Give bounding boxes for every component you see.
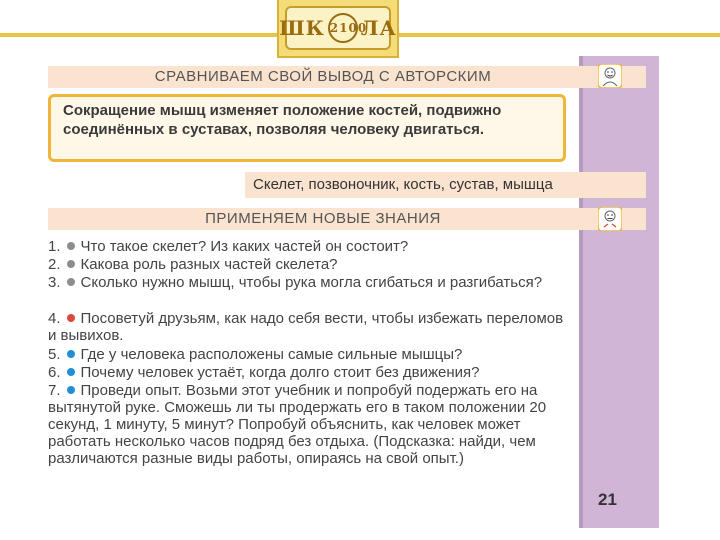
question-3 bbox=[48, 274, 568, 291]
logo-mark: 2100 bbox=[328, 13, 358, 43]
question-4 bbox=[48, 310, 568, 344]
question-text: Почему человек устаёт, когда долго стоит без движения? bbox=[80, 364, 480, 381]
keywords-text: Скелет, позвоночник, кость, сустав, мышца bbox=[253, 176, 553, 193]
basic-level-dot-icon bbox=[67, 242, 75, 250]
question-6 bbox=[48, 364, 568, 381]
question-number: 7. bbox=[48, 382, 61, 399]
keywords-band bbox=[245, 172, 646, 198]
question-number: 1. bbox=[48, 238, 61, 255]
question-7 bbox=[48, 382, 568, 467]
advanced-level-dot-icon bbox=[67, 350, 75, 358]
section-apply-band bbox=[48, 208, 646, 230]
question-number: 6. bbox=[48, 364, 61, 381]
conclusion-box bbox=[48, 94, 566, 162]
basic-level-dot-icon bbox=[67, 278, 75, 286]
logo-left-text: ШК bbox=[279, 16, 325, 40]
question-number: 5. bbox=[48, 346, 61, 363]
child-face-icon bbox=[598, 64, 622, 88]
question-5 bbox=[48, 346, 568, 363]
logo-right-text: ЛА bbox=[360, 16, 397, 40]
question-text: Сколько нужно мышц, чтобы рука могла сгибаться и разгибаться? bbox=[80, 274, 543, 291]
question-text: Проведи опыт. Возьми этот учебник и попробуй подержать его на вытянутой руке. Сможешь ли ты продержать его в таком положении 20 секунд, 1 минуту, 5 минут? Попробуй объяснить, как человек может работать несколько часов подряд без отдыха. (Подсказка: найди, чем различаются разные виды работы, опираясь на свой опыт.) bbox=[48, 382, 547, 467]
question-2 bbox=[48, 256, 568, 273]
question-text: Посоветуй друзьям, как надо себя вести, чтобы избежать переломов и вывихов. bbox=[48, 310, 564, 344]
advanced-level-dot-icon bbox=[67, 386, 75, 394]
right-sidebar bbox=[579, 56, 659, 528]
section-compare-band bbox=[48, 66, 646, 88]
question-number: 3. bbox=[48, 274, 61, 291]
question-number: 4. bbox=[48, 310, 61, 327]
question-text: Какова роль разных частей скелета? bbox=[80, 256, 338, 273]
question-text: Что такое скелет? Из каких частей он состоит? bbox=[80, 238, 409, 255]
conclusion-text: Сокращение мышц изменяет положение костей, подвижно соединённых в суставах, позволяя человеку двигаться. bbox=[63, 102, 502, 138]
section-compare-title: СРАВНИВАЕМ СВОЙ ВЫВОД С АВТОРСКИМ bbox=[154, 68, 492, 85]
question-number: 2. bbox=[48, 256, 61, 273]
sidebar-edge bbox=[579, 56, 583, 528]
practice-dot-icon bbox=[67, 314, 75, 322]
advanced-level-dot-icon bbox=[67, 368, 75, 376]
thinking-face-icon bbox=[598, 207, 622, 231]
section-apply-title: ПРИМЕНЯЕМ НОВЫЕ ЗНАНИЯ bbox=[205, 210, 441, 227]
question-1 bbox=[48, 238, 568, 255]
question-text: Где у человека расположены самые сильные мышцы? bbox=[80, 346, 463, 363]
school-logo bbox=[277, 0, 399, 58]
basic-level-dot-icon bbox=[67, 260, 75, 268]
page-number: 21 bbox=[598, 490, 617, 509]
